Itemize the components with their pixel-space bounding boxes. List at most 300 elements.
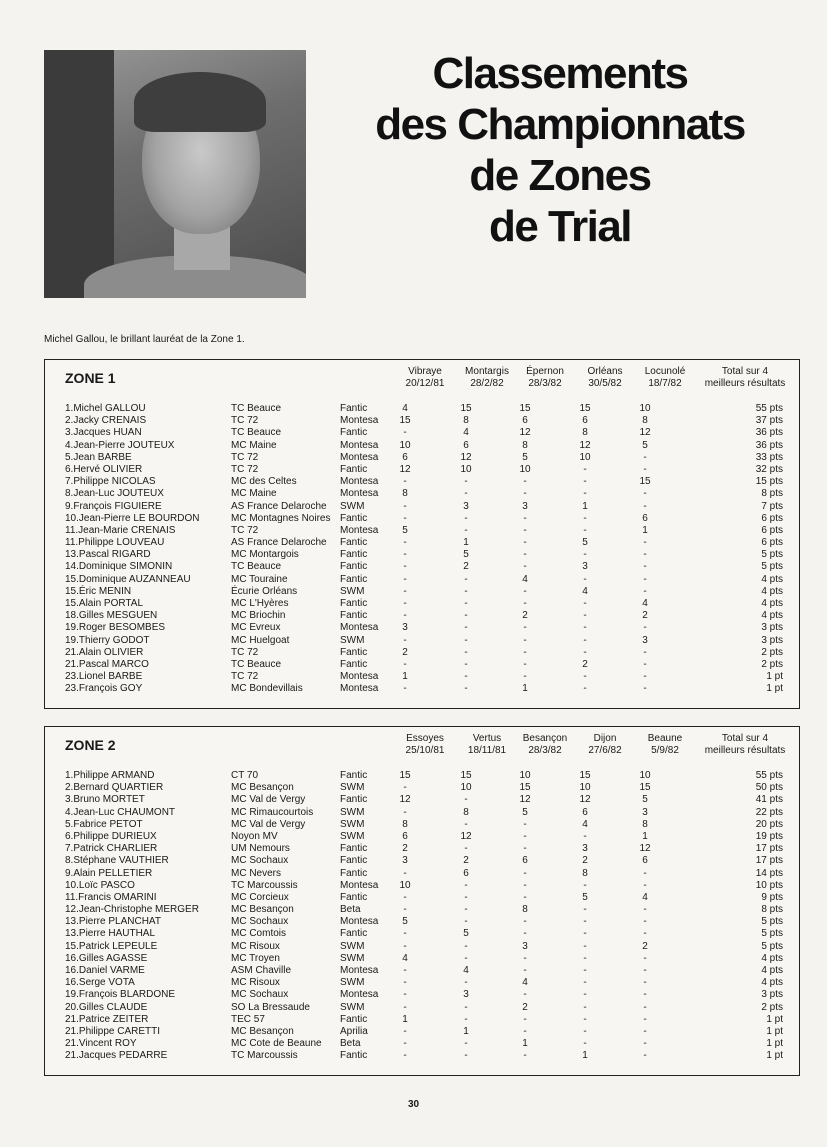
event-score: - [403,806,407,818]
rider-motorcycle: Aprilia [340,1025,368,1037]
event-score: 15 [399,415,411,427]
rider-club: MC Val de Vergy [231,794,306,806]
event-score: - [403,1025,407,1037]
event-score: - [523,879,527,891]
rider-club: AS France Delaroche [231,500,327,512]
table-row [45,622,799,634]
rider-name: 11.Philippe LOUVEAU [65,537,165,549]
table-row [45,659,799,671]
rider-club: MC Troyen [231,952,280,964]
rider-motorcycle: Montesa [340,415,379,427]
event-score: - [523,1025,527,1037]
rider-motorcycle: Fantic [340,855,368,867]
event-score: - [583,671,587,683]
rider-club: TC 72 [231,646,259,658]
event-score: 12 [519,794,531,806]
rider-name: 21.Jacques PEDARRE [65,1050,168,1062]
rider-name: 19.Roger BESOMBES [65,622,166,634]
event-score: - [523,549,527,561]
rider-club: MC Besançon [231,1025,294,1037]
rider-club: MC Bondevillais [231,683,303,695]
event-header: Orléans 30/5/82 [587,366,623,389]
rider-motorcycle: Fantic [340,463,368,475]
total-points: 33 pts [755,451,783,463]
table-row [45,953,799,965]
rider-club: MC Corcieux [231,891,289,903]
rider-name: 21.Pascal MARCO [65,658,149,670]
rider-motorcycle: Fantic [340,1013,368,1025]
rider-name: 6.Philippe DURIEUX [65,830,157,842]
event-score: 12 [579,439,591,451]
event-score: - [523,585,527,597]
event-score: 4 [642,891,648,903]
event-score: - [523,537,527,549]
event-score: - [403,891,407,903]
rider-club: TC 72 [231,415,259,427]
event-score: - [523,830,527,842]
table-row [45,598,799,610]
event-score: - [643,1038,647,1050]
total-points: 4 pts [761,585,783,597]
rider-club: TC Marcoussis [231,1050,298,1062]
event-score: 1 [463,537,469,549]
event-score: - [403,585,407,597]
rider-motorcycle: Fantic [340,549,368,561]
event-score: 8 [463,806,469,818]
event-score: 10 [639,403,651,414]
total-points: 17 pts [755,855,783,867]
event-score: - [583,965,587,976]
table-row [45,819,799,831]
rider-club: TC Beauce [231,427,282,439]
event-score: - [403,977,407,989]
event-score: 1 [582,1050,588,1062]
event-score: 3 [463,500,469,512]
event-score: - [583,573,587,585]
event-score: - [643,916,647,928]
event-score: - [523,671,527,683]
table-row [45,501,799,513]
event-score: - [583,1025,587,1037]
event-score: - [643,977,647,989]
table-row [45,807,799,819]
event-score: - [583,646,587,658]
total-points: 1 pt [766,671,783,683]
event-score: - [464,598,468,609]
table-row [45,868,799,880]
total-points: 6 pts [761,512,783,524]
event-score: - [403,989,407,1001]
table-row [45,610,799,622]
event-score: 15 [639,476,651,488]
event-score: - [464,794,468,806]
table-row [45,452,799,464]
event-score: 3 [642,634,648,646]
rider-name: 5.Jean BARBE [65,451,132,463]
total-points: 5 pts [761,549,783,561]
event-score: - [403,1050,407,1062]
event-score: - [523,818,527,830]
rider-name: 4.Jean-Pierre JOUTEUX [65,439,175,451]
total-points: 4 pts [761,977,783,989]
zone-2-table [44,726,800,1076]
table-row [45,965,799,977]
rider-motorcycle: Fantic [340,610,368,622]
rider-motorcycle: SWM [340,952,365,964]
rider-club: MC Maine [231,488,277,500]
rider-club: MC Briochin [231,610,286,622]
event-score: 10 [639,770,651,781]
rider-club: MC Montargois [231,549,299,561]
event-score: 5 [402,524,408,536]
event-score: - [464,524,468,536]
rider-name: 12.Jean-Christophe MERGER [65,904,199,916]
event-score: 5 [642,439,648,451]
event-score: 8 [402,488,408,500]
table-row [45,488,799,500]
rider-name: 16.Daniel VARME [65,965,145,976]
rider-name: 9.Alain PELLETIER [65,867,153,879]
table-row [45,549,799,561]
total-header: Total sur 4 meilleurs résultats [704,733,786,756]
event-score: - [583,488,587,500]
rider-name: 3.Bruno MORTET [65,794,145,806]
event-score: 3 [582,561,588,573]
rider-club: MC Sochaux [231,989,289,1001]
event-score: 1 [522,1038,528,1050]
event-score: 1 [402,1013,408,1025]
event-score: 12 [460,830,472,842]
event-score: 5 [402,916,408,928]
table-row [45,770,799,782]
event-score: - [643,952,647,964]
rider-club: UM Nemours [231,843,290,855]
rider-motorcycle: Beta [340,1038,361,1050]
event-score: - [643,451,647,463]
table-row [45,1026,799,1038]
event-score: 12 [399,463,411,475]
zone-1-table [44,359,800,709]
event-score: 2 [463,561,469,573]
rider-club: ASM Chaville [231,965,292,976]
event-score: - [464,977,468,989]
event-score: 6 [582,806,588,818]
rider-club: MC L'Hyères [231,598,289,609]
event-score: 15 [399,770,411,781]
event-score: - [583,952,587,964]
table-row [45,586,799,598]
event-score: - [403,537,407,549]
rider-motorcycle: Montesa [340,879,379,891]
event-score: 10 [460,463,472,475]
rider-motorcycle: Montesa [340,671,379,683]
event-score: 2 [582,855,588,867]
total-points: 5 pts [761,561,783,573]
total-points: 6 pts [761,537,783,549]
rider-motorcycle: Montesa [340,965,379,976]
rider-club: MC Besançon [231,904,294,916]
rider-name: 18.Gilles MESGUEN [65,610,158,622]
event-score: 6 [402,830,408,842]
event-score: - [583,904,587,916]
event-score: - [523,928,527,940]
rider-club: MC Val de Vergy [231,818,306,830]
event-header: Beaune 5/9/82 [647,733,683,756]
rider-club: TC 72 [231,524,259,536]
rider-motorcycle: Fantic [340,646,368,658]
title-line: de Zones [469,151,651,200]
event-score: - [583,989,587,1001]
total-points: 8 pts [761,488,783,500]
rider-motorcycle: SWM [340,782,365,794]
rider-club: Écurie Orléans [231,585,298,597]
event-score: - [523,634,527,646]
event-score: 10 [579,782,591,794]
event-score: 4 [463,965,469,976]
event-score: - [583,916,587,928]
event-score: 1 [463,1025,469,1037]
event-score: 15 [460,770,472,781]
event-score: - [643,671,647,683]
rider-name: 14.Dominique SIMONIN [65,561,173,573]
total-points: 50 pts [755,782,783,794]
event-score: 3 [522,940,528,952]
table-row [45,843,799,855]
table-row [45,427,799,439]
event-score: - [523,476,527,488]
table-row [45,941,799,953]
rider-motorcycle: Fantic [340,794,368,806]
rider-motorcycle: SWM [340,940,365,952]
rider-motorcycle: SWM [340,830,365,842]
total-points: 7 pts [761,500,783,512]
event-score: - [583,634,587,646]
total-points: 32 pts [755,463,783,475]
event-score: 5 [642,794,648,806]
event-score: 1 [582,500,588,512]
rider-motorcycle: Montesa [340,916,379,928]
total-points: 15 pts [755,476,783,488]
rider-name: 1.Philippe ARMAND [65,770,155,781]
event-score: - [464,1050,468,1062]
event-score: - [464,610,468,622]
event-score: - [403,500,407,512]
total-points: 2 pts [761,1001,783,1013]
total-points: 55 pts [755,770,783,781]
rider-name: 11.Jean-Marie CRENAIS [65,524,176,536]
event-score: 10 [519,463,531,475]
event-score: - [523,965,527,976]
rider-motorcycle: Fantic [340,928,368,940]
rider-motorcycle: Fantic [340,867,368,879]
event-score: - [643,463,647,475]
event-score: 5 [582,891,588,903]
rider-name: 21.Patrice ZEITER [65,1013,149,1025]
rider-name: 16.Gilles AGASSE [65,952,148,964]
event-score: - [403,476,407,488]
table-row [45,464,799,476]
event-score: 4 [522,573,528,585]
event-score: 1 [642,524,648,536]
rider-name: 8.Jean-Luc JOUTEUX [65,488,164,500]
event-score: 2 [522,1001,528,1013]
event-header: Vertus 18/11/81 [467,733,507,756]
event-score: - [523,1013,527,1025]
rider-name: 13.Pierre HAUTHAL [65,928,156,940]
rider-club: SO La Bressaude [231,1001,310,1013]
event-score: - [583,928,587,940]
event-score: 2 [402,843,408,855]
event-score: - [464,585,468,597]
event-score: - [583,476,587,488]
event-score: - [464,646,468,658]
rider-name: 6.Hervé OLIVIER [65,463,143,475]
event-score: - [403,549,407,561]
table-row [45,892,799,904]
rider-name: 2.Bernard QUARTIER [65,782,164,794]
rider-club: TC 72 [231,463,259,475]
rider-name: 21.Alain OLIVIER [65,646,144,658]
event-score: - [464,843,468,855]
table-row [45,916,799,928]
event-header: Besançon 28/3/82 [522,733,568,756]
total-points: 4 pts [761,965,783,976]
event-score: 4 [582,818,588,830]
total-points: 9 pts [761,891,783,903]
event-score: - [643,488,647,500]
total-points: 2 pts [761,658,783,670]
event-score: - [583,610,587,622]
rider-club: MC Nevers [231,867,282,879]
event-score: 3 [402,622,408,634]
event-score: - [464,916,468,928]
zone-title: ZONE 1 [65,370,116,386]
event-header: Montargis 28/2/82 [465,366,509,389]
total-points: 3 pts [761,634,783,646]
event-score: - [403,1001,407,1013]
event-score: - [583,1001,587,1013]
event-score: 6 [402,451,408,463]
event-score: - [464,476,468,488]
total-points: 3 pts [761,622,783,634]
event-score: 6 [463,867,469,879]
event-score: 8 [402,818,408,830]
rider-name: 15.Dominique AUZANNEAU [65,573,191,585]
event-score: - [523,488,527,500]
event-score: - [643,646,647,658]
rider-club: MC Sochaux [231,916,289,928]
total-points: 3 pts [761,989,783,1001]
event-score: 6 [522,855,528,867]
portrait-photo [44,50,306,298]
event-score: - [403,1038,407,1050]
rider-motorcycle: Fantic [340,658,368,670]
event-score: - [523,646,527,658]
event-score: - [523,512,527,524]
total-points: 1 pt [766,1025,783,1037]
event-score: - [643,500,647,512]
event-score: - [523,524,527,536]
event-score: - [464,1013,468,1025]
event-score: 15 [579,403,591,414]
event-score: - [523,916,527,928]
rider-name: 21.Vincent ROY [65,1038,137,1050]
rider-motorcycle: Montesa [340,451,379,463]
event-score: 3 [582,843,588,855]
rider-motorcycle: SWM [340,585,365,597]
rider-motorcycle: Fantic [340,403,368,414]
rider-motorcycle: Fantic [340,512,368,524]
rider-motorcycle: Montesa [340,622,379,634]
event-score: 3 [642,806,648,818]
event-header: Vibraye 20/12/81 [405,366,445,389]
rider-name: 21.Philippe CARETTI [65,1025,161,1037]
event-score: 1 [642,830,648,842]
rider-motorcycle: Montesa [340,524,379,536]
rider-name: 2.Jacky CRENAIS [65,415,147,427]
rider-motorcycle: SWM [340,1001,365,1013]
event-score: - [464,879,468,891]
event-score: - [583,1013,587,1025]
event-score: 6 [522,415,528,427]
event-score: - [523,622,527,634]
event-score: - [403,867,407,879]
event-header: Dijon 27/6/82 [588,733,622,756]
page-title [325,48,795,252]
event-score: 2 [582,658,588,670]
rider-name: 16.Serge VOTA [65,977,135,989]
event-score: 6 [642,855,648,867]
event-score: - [583,977,587,989]
event-score: - [643,867,647,879]
event-score: 4 [463,427,469,439]
event-score: - [464,634,468,646]
rider-club: MC Risoux [231,977,280,989]
total-points: 1 pt [766,1050,783,1062]
table-row [45,989,799,1001]
rider-motorcycle: Montesa [340,683,379,695]
event-score: 10 [399,879,411,891]
rider-name: 3.Jacques HUAN [65,427,142,439]
zone-2-rows [45,770,799,1063]
event-score: - [643,1013,647,1025]
event-score: - [403,940,407,952]
table-row [45,880,799,892]
rider-name: 10.Loïc PASCO [65,879,135,891]
event-score: - [523,989,527,1001]
event-score: - [403,782,407,794]
total-points: 17 pts [755,843,783,855]
event-score: 5 [522,451,528,463]
title-line: Classements [432,49,688,98]
table-row [45,476,799,488]
event-score: - [403,928,407,940]
event-score: 4 [582,585,588,597]
total-points: 2 pts [761,646,783,658]
event-score: 2 [642,610,648,622]
event-score: 12 [639,843,651,855]
event-score: - [464,904,468,916]
event-score: - [523,843,527,855]
event-score: - [643,928,647,940]
rider-name: 20.Gilles CLAUDE [65,1001,148,1013]
table-row [45,537,799,549]
event-score: - [403,561,407,573]
event-score: 10 [399,439,411,451]
total-points: 10 pts [755,879,783,891]
rider-name: 13.Pierre PLANCHAT [65,916,161,928]
event-score: 2 [522,610,528,622]
